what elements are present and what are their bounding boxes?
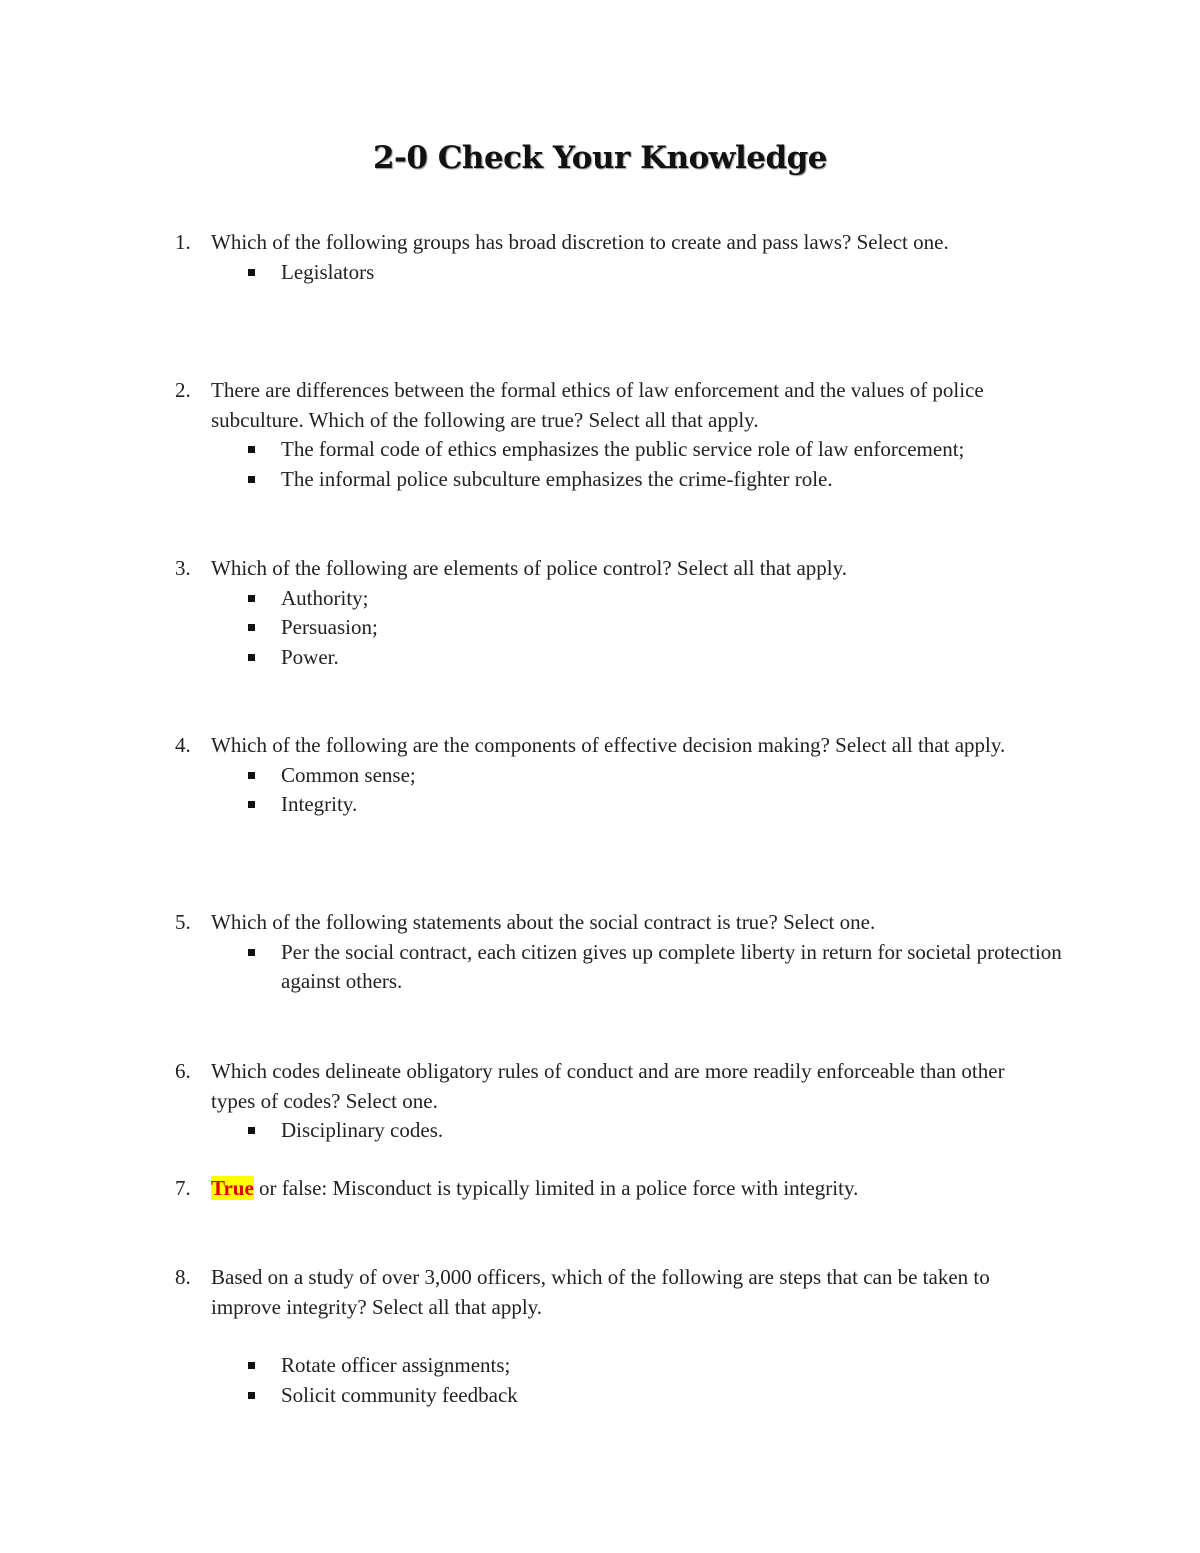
- answer-list: [0, 435, 1200, 494]
- answer-list: [0, 584, 1200, 673]
- answer-text: Disciplinary codes.: [281, 1118, 444, 1142]
- question-6: [0, 1057, 1200, 1146]
- answer-item: [281, 790, 1071, 820]
- square-bullet-icon: [248, 949, 255, 956]
- square-bullet-icon: [248, 476, 255, 483]
- question-3: [0, 554, 1200, 672]
- question-number: 2.: [175, 378, 191, 402]
- answer-list: [0, 1116, 1200, 1146]
- square-bullet-icon: [248, 446, 255, 453]
- answer-text: Persuasion;: [281, 615, 378, 639]
- question-number: 6.: [175, 1059, 191, 1083]
- answer-text: Power.: [281, 644, 339, 669]
- answer-item: [281, 761, 1071, 791]
- answer-text: Per the social contract, each citizen gives up complete liberty in return for societal protection against others.: [281, 939, 1062, 993]
- question-number: 5.: [175, 910, 191, 934]
- answer-item: [281, 938, 1071, 997]
- square-bullet-icon: [248, 1392, 255, 1399]
- question-2: [0, 376, 1200, 494]
- square-bullet-icon: [248, 595, 255, 602]
- question-number: 1.: [175, 230, 191, 254]
- answer-text: Authority;: [281, 585, 369, 610]
- question-5: [0, 908, 1200, 997]
- question-text: Which of the following are the components of effective decision making? Select all that apply.: [211, 733, 1006, 757]
- answer-text: Integrity.: [281, 792, 358, 816]
- question-text: Based on a study of over 3,000 officers, which of the following are steps that can be taken to improve integrity? Select all that apply.: [211, 1265, 990, 1319]
- answer-text: The informal police subculture emphasizes the crime-fighter role.: [281, 466, 833, 491]
- answer-list: [0, 1351, 1200, 1410]
- answer-text: The formal code of ethics emphasizes the public service role of law enforcement;: [281, 437, 965, 461]
- square-bullet-icon: [248, 1362, 255, 1369]
- question-text: Which of the following groups has broad discretion to create and pass laws? Select one.: [211, 230, 949, 254]
- square-bullet-icon: [248, 624, 255, 631]
- question-number: 3.: [175, 556, 191, 580]
- answer-item: [281, 1116, 1071, 1146]
- question-number: 4.: [175, 733, 191, 757]
- square-bullet-icon: [248, 801, 255, 808]
- answer-item: [281, 1381, 1071, 1411]
- question-7: [0, 1174, 1200, 1204]
- square-bullet-icon: [248, 772, 255, 779]
- question-text: Which codes delineate obligatory rules of conduct and are more readily enforceable than other types of codes? Select one.: [211, 1059, 1005, 1113]
- question-text: Which of the following are elements of police control? Select all that apply.: [211, 556, 847, 580]
- question-text: There are differences between the formal ethics of law enforcement and the values of police subculture. Which of the following are true? Select all that apply.: [211, 378, 984, 432]
- answer-text: Solicit community feedback: [281, 1382, 518, 1407]
- page-title: 2-0 Check Your Knowledge: [372, 140, 828, 176]
- question-text-rest: or false: Misconduct is typically limited in a police force with integrity.: [253, 1176, 859, 1200]
- answer-item: [281, 643, 1071, 673]
- answer-item: [281, 584, 1071, 614]
- question-8: [0, 1263, 1200, 1410]
- highlighted-answer: True: [211, 1176, 254, 1200]
- answer-text: Common sense;: [281, 762, 416, 787]
- square-bullet-icon: [248, 1127, 255, 1134]
- answer-item: [281, 613, 1071, 643]
- question-text: Which of the following statements about the social contract is true? Select one.: [211, 910, 876, 934]
- answer-item: [281, 1351, 1071, 1381]
- answer-text: Rotate officer assignments;: [281, 1353, 511, 1377]
- square-bullet-icon: [248, 654, 255, 661]
- question-text: [211, 1174, 1051, 1204]
- answer-list: [0, 938, 1200, 997]
- answer-list: [0, 258, 1200, 288]
- answer-text: Legislators: [281, 259, 375, 284]
- answer-item: [281, 258, 1071, 288]
- square-bullet-icon: [248, 269, 255, 276]
- answer-list: [0, 761, 1200, 820]
- question-1: [0, 228, 1200, 287]
- answer-item: [281, 435, 1071, 465]
- question-number: 8.: [175, 1265, 191, 1289]
- question-number: 7.: [175, 1176, 191, 1200]
- answer-item: [281, 465, 1071, 495]
- question-4: [0, 731, 1200, 820]
